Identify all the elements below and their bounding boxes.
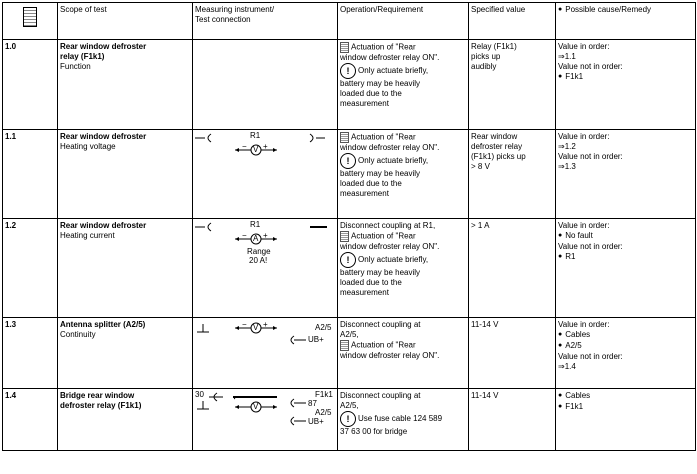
scope-title: Rear window defroster [60,42,147,51]
table-row [3,40,696,130]
scope-subtitle: Continuity [60,330,96,339]
ticket-icon [340,132,349,143]
op-line: A2/5, [340,401,359,410]
op-line: Actuation of "Rear [351,231,416,241]
voltmeter-symbol: V [253,145,259,154]
range-label: Range [247,247,271,256]
ub-label: UB+ [308,417,324,426]
a25-label: A2/5 [315,323,332,332]
header-cause [556,3,696,40]
voltmeter-symbol: V [253,402,259,411]
header-instrument-sub: Test connection [195,15,251,24]
operation-cell [338,130,469,219]
specified-cell [469,130,556,219]
terminal-30-label: 30 [195,390,204,399]
scope-subtitle: Heating current [60,231,115,240]
header-instrument [193,3,338,40]
scope-title: Bridge rear window [60,391,135,400]
terminal-87-label: 87 [308,399,317,408]
cause-cell [556,130,696,219]
ticket-icon [340,42,349,53]
r1-label: R1 [250,131,261,140]
header-instrument-label: Measuring instrument/ [195,5,275,14]
specified-cell [469,389,556,451]
specified-cell [469,318,556,389]
op-line: measurement [340,288,389,297]
op-line: Use fuse cable 124 589 [358,414,443,424]
cause-line: Value in order: [558,320,610,329]
meter-diagram [195,132,335,172]
specified-cell [469,40,556,130]
scope-title: Rear window defroster [60,132,147,141]
voltmeter-symbol: V [253,323,259,332]
f1k1-label: F1k1 [315,390,333,399]
scope-title: Rear window defroster [60,221,147,230]
cause-cell [556,389,696,451]
instrument-cell [193,219,338,318]
cause-line: ⇒1.2 [558,142,576,151]
op-line: Disconnect coupling at [340,391,421,400]
cause-line: ● F1k1 [558,72,693,83]
scope-subtitle: Function [60,62,91,71]
cause-cell [556,219,696,318]
op-line: Disconnect coupling at [340,320,421,329]
cause-line: ● Cables [558,330,693,341]
op-line: measurement [340,99,389,108]
op-line: measurement [340,189,389,198]
scope-subtitle: Heating voltage [60,142,116,151]
header-icon-cell [3,3,58,40]
op-line: A2/5, [340,330,359,339]
spec-line: picks up [471,52,501,61]
instrument-cell [193,40,338,130]
op-line: loaded due to the [340,278,402,287]
header-row [3,3,696,40]
scope-title: defroster relay (F1k1) [60,401,142,410]
spec-line: defroster relay [471,142,523,151]
circuit-diagram [195,391,335,449]
op-line: Disconnect coupling at R1, [340,221,436,230]
cause-line: Value in order: [558,132,610,141]
op-line: battery may be heavily [340,169,421,178]
cause-line: Value not in order: [558,352,623,361]
ammeter-symbol: A [253,234,259,243]
ub-label: UB+ [308,335,324,344]
test-table [2,2,696,451]
info-icon: ! [340,411,356,427]
operation-cell [338,318,469,389]
op-line: battery may be heavily [340,79,421,88]
row-number: 1.1 [5,132,17,141]
scope-title: Antenna splitter (A2/5) [60,320,146,329]
cause-line: ● A2/5 [558,341,693,352]
ticket-icon [340,231,349,242]
cause-line: ⇒1.3 [558,162,576,171]
cause-line: Value not in order: [558,62,623,71]
cause-line: ⇒1.1 [558,52,576,61]
spec-line: audibly [471,62,497,71]
cause-line: ⇒1.4 [558,362,576,371]
cause-line: ● F1k1 [558,402,693,413]
header-specified-label: Specified value [471,5,526,14]
cause-line: Value not in order: [558,152,623,161]
op-line: Only actuate briefly, [358,156,429,166]
op-line: 37 63 00 for bridge [340,427,408,436]
range-value: 20 A! [249,256,268,265]
circuit-diagram: R1 V − + [195,132,335,217]
meter-diagram [195,391,335,437]
info-icon: ! [340,252,356,268]
op-line: Actuation of "Rear [351,340,416,350]
spec-line: > 8 V [471,162,490,171]
op-line: loaded due to the [340,89,402,98]
scope-title: relay (F1k1) [60,52,105,61]
info-icon: ! [340,153,356,169]
cause-line: Value in order: [558,221,610,230]
a25-label: A2/5 [315,408,332,417]
info-icon: ! [340,63,356,79]
spec-line: Relay (F1k1) [471,42,517,51]
circuit-diagram: R1 A − + Range 20 A! [195,221,335,316]
row-number: 1.0 [5,42,17,51]
operation-cell [338,219,469,318]
row-number: 1.4 [5,391,17,400]
op-line: battery may be heavily [340,268,421,277]
row-number: 1.3 [5,320,17,329]
row-number: 1.2 [5,221,17,230]
ticket-icon [340,340,349,351]
cause-line: Value not in order: [558,242,623,251]
cause-line: ● No fault [558,231,693,242]
op-line: Only actuate briefly, [358,255,429,265]
op-line: Actuation of "Rear [351,132,416,142]
header-operation [338,3,469,40]
header-specified [469,3,556,40]
operation-cell [338,389,469,451]
instrument-cell [193,389,338,451]
spec-line: 11-14 V [471,391,499,400]
spec-line: (F1k1) picks up [471,152,526,161]
table-row [3,389,696,451]
header-scope [58,3,193,40]
table-row [3,318,696,389]
instrument-cell [193,130,338,219]
table-row [3,219,696,318]
cause-line: Value in order: [558,42,610,51]
manual-icon [23,7,37,27]
op-line: window defroster relay ON". [340,53,440,62]
instrument-cell [193,318,338,389]
op-line: window defroster relay ON". [340,242,440,251]
header-scope-label: Scope of test [60,5,107,14]
cause-line: ● R1 [558,252,693,263]
spec-line: > 1 A [471,221,490,230]
op-line: loaded due to the [340,179,402,188]
operation-cell [338,40,469,130]
specified-cell [469,219,556,318]
spec-line: 11-14 V [471,320,499,329]
cause-cell [556,318,696,389]
circuit-diagram: V − + A2/5 UB+ [195,320,335,387]
cause-line: ● Cables [558,391,693,402]
op-line: window defroster relay ON". [340,143,440,152]
header-operation-label: Operation/Requirement [340,5,424,14]
header-cause-label: ● Possible cause/Remedy [558,5,651,14]
op-line: Only actuate briefly, [358,66,429,76]
spec-line: Rear window [471,132,518,141]
op-line: Actuation of "Rear [351,42,416,52]
table-row [3,130,696,219]
r1-label: R1 [250,220,261,229]
cause-cell [556,40,696,130]
op-line: window defroster relay ON". [340,351,440,360]
